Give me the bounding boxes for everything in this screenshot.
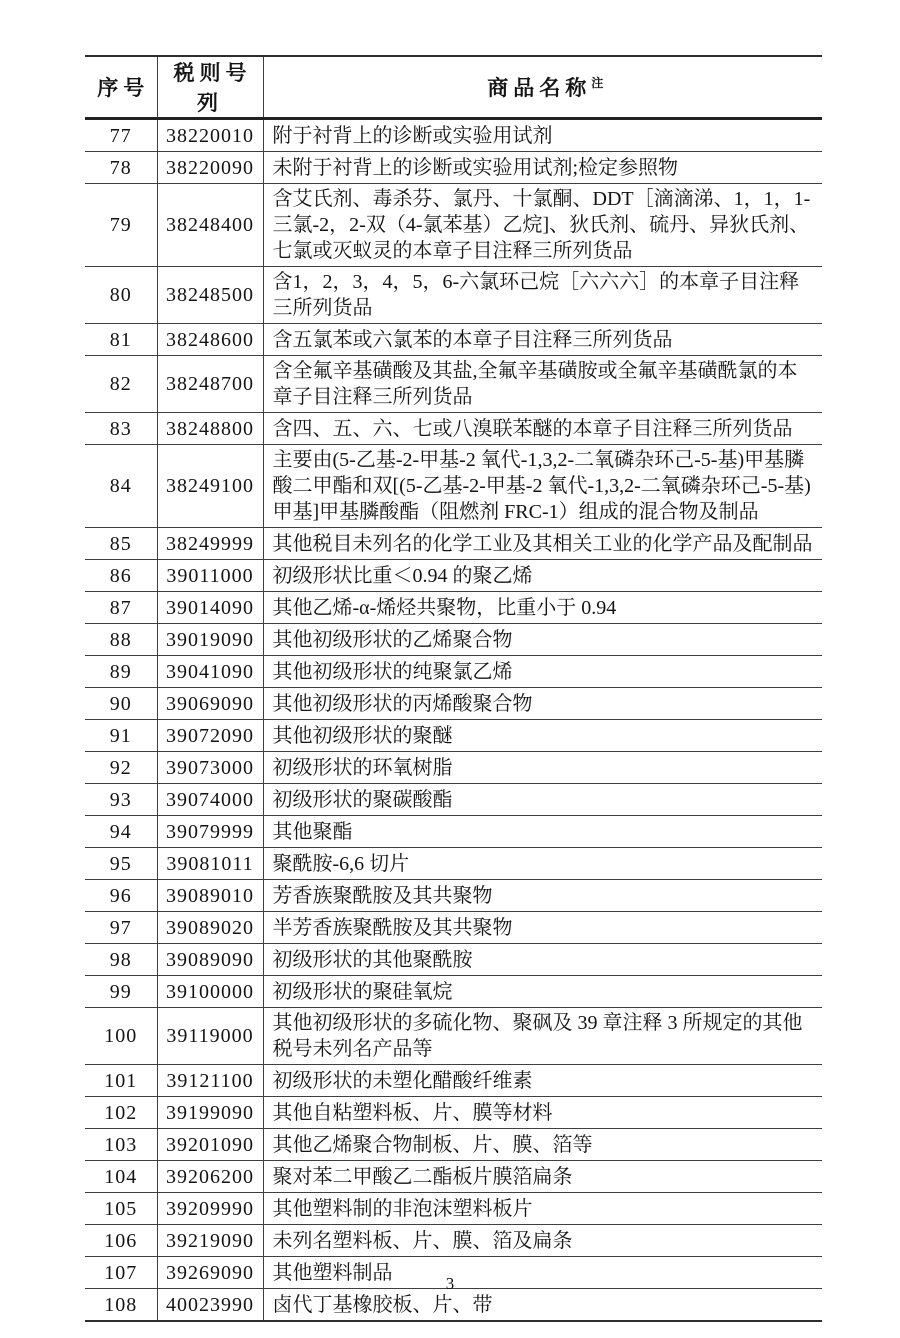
cell-tariff-code: 38249100: [157, 445, 263, 528]
cell-serial-number: 103: [85, 1129, 157, 1161]
cell-product-name: 其他初级形状的多硫化物、聚砜及 39 章注释 3 所规定的其他税号未列名产品等: [263, 1008, 822, 1065]
cell-product-name: 其他初级形状的丙烯酸聚合物: [263, 688, 822, 720]
table-row: [85, 324, 822, 356]
cell-tariff-code: 38248600: [157, 324, 263, 356]
cell-product-name: 聚对苯二甲酸乙二酯板片膜箔扁条: [263, 1161, 822, 1193]
table-row: [85, 784, 822, 816]
cell-product-name: 卤代丁基橡胶板、片、带: [263, 1289, 822, 1322]
table-body: [85, 119, 822, 1322]
cell-tariff-code: 39089020: [157, 912, 263, 944]
cell-tariff-code: 38248800: [157, 413, 263, 445]
cell-product-name: 其他乙烯-α-烯烃共聚物，比重小于 0.94: [263, 592, 822, 624]
cell-tariff-code: 38220010: [157, 119, 263, 152]
cell-product-name: 初级形状的未塑化醋酸纤维素: [263, 1065, 822, 1097]
cell-serial-number: 83: [85, 413, 157, 445]
cell-tariff-code: 39209990: [157, 1193, 263, 1225]
table-row: [85, 752, 822, 784]
cell-serial-number: 95: [85, 848, 157, 880]
header-serial-number: [85, 56, 157, 119]
table-row: [85, 1225, 822, 1257]
cell-product-name: 未列名塑料板、片、膜、箔及扁条: [263, 1225, 822, 1257]
table-row: [85, 592, 822, 624]
cell-tariff-code: 39041090: [157, 656, 263, 688]
cell-serial-number: 94: [85, 816, 157, 848]
table-row: [85, 656, 822, 688]
cell-serial-number: 100: [85, 1008, 157, 1065]
cell-serial-number: 96: [85, 880, 157, 912]
cell-product-name: 附于衬背上的诊断或实验用试剂: [263, 119, 822, 152]
cell-serial-number: 105: [85, 1193, 157, 1225]
header-tariff-code: [157, 56, 263, 119]
cell-tariff-code: 39089090: [157, 944, 263, 976]
cell-product-name: 其他聚酯: [263, 816, 822, 848]
cell-tariff-code: 39089010: [157, 880, 263, 912]
cell-tariff-code: 39019090: [157, 624, 263, 656]
cell-tariff-code: 39269090: [157, 1257, 263, 1289]
cell-tariff-code: 38248500: [157, 267, 263, 324]
cell-product-name: 其他税目未列名的化学工业及其相关工业的化学产品及配制品: [263, 528, 822, 560]
cell-tariff-code: 39074000: [157, 784, 263, 816]
table-row: [85, 944, 822, 976]
cell-product-name: 含艾氏剂、毒杀芬、氯丹、十氯酮、DDT［滴滴涕、1，1，1-三氯-2，2-双（4-氯苯基）乙烷]、狄氏剂、硫丹、异狄氏剂、七氯或灭蚁灵的本章子目注释三所列货品: [263, 184, 822, 267]
cell-product-name: 聚酰胺-6,6 切片: [263, 848, 822, 880]
cell-tariff-code: 39121100: [157, 1065, 263, 1097]
page-number: 3: [445, 1274, 455, 1293]
table-row: [85, 152, 822, 184]
cell-product-name: 含五氯苯或六氯苯的本章子目注释三所列货品: [263, 324, 822, 356]
cell-serial-number: 89: [85, 656, 157, 688]
cell-serial-number: 87: [85, 592, 157, 624]
cell-serial-number: 104: [85, 1161, 157, 1193]
cell-tariff-code: 39011000: [157, 560, 263, 592]
cell-serial-number: 88: [85, 624, 157, 656]
cell-serial-number: 99: [85, 976, 157, 1008]
cell-tariff-code: 39206200: [157, 1161, 263, 1193]
table-row: [85, 119, 822, 152]
cell-serial-number: 102: [85, 1097, 157, 1129]
cell-product-name: 其他乙烯聚合物制板、片、膜、箔等: [263, 1129, 822, 1161]
table-row: [85, 267, 822, 324]
cell-serial-number: 86: [85, 560, 157, 592]
cell-serial-number: 85: [85, 528, 157, 560]
cell-product-name: 芳香族聚酰胺及其共聚物: [263, 880, 822, 912]
cell-tariff-code: 38248400: [157, 184, 263, 267]
cell-tariff-code: 39201090: [157, 1129, 263, 1161]
header-product-name: [263, 56, 822, 119]
cell-product-name: 含全氟辛基磺酸及其盐,全氟辛基磺胺或全氟辛基磺酰氯的本章子目注释三所列货品: [263, 356, 822, 413]
table-row: [85, 1161, 822, 1193]
cell-product-name: 其他塑料制品: [263, 1257, 822, 1289]
table-row: [85, 413, 822, 445]
cell-product-name: 初级形状比重＜0.94 的聚乙烯: [263, 560, 822, 592]
cell-serial-number: 107: [85, 1257, 157, 1289]
cell-product-name: 初级形状的聚硅氧烷: [263, 976, 822, 1008]
cell-serial-number: 108: [85, 1289, 157, 1322]
cell-tariff-code: 39199090: [157, 1097, 263, 1129]
cell-product-name: 含1，2，3，4，5，6-六氯环己烷［六六六］的本章子目注释三所列货品: [263, 267, 822, 324]
cell-serial-number: 106: [85, 1225, 157, 1257]
cell-serial-number: 79: [85, 184, 157, 267]
cell-product-name: 未附于衬背上的诊断或实验用试剂;检定参照物: [263, 152, 822, 184]
cell-product-name: 半芳香族聚酰胺及其共聚物: [263, 912, 822, 944]
cell-serial-number: 82: [85, 356, 157, 413]
cell-serial-number: 77: [85, 119, 157, 152]
cell-tariff-code: 39079999: [157, 816, 263, 848]
table-row: [85, 560, 822, 592]
cell-serial-number: 90: [85, 688, 157, 720]
header-note-superscript: 注: [591, 76, 604, 90]
table-row: [85, 1008, 822, 1065]
cell-tariff-code: 38249999: [157, 528, 263, 560]
cell-serial-number: 93: [85, 784, 157, 816]
table-row: [85, 1097, 822, 1129]
cell-serial-number: 91: [85, 720, 157, 752]
cell-product-name: 其他初级形状的乙烯聚合物: [263, 624, 822, 656]
table-row: [85, 184, 822, 267]
cell-product-name: 其他初级形状的聚醚: [263, 720, 822, 752]
table-row: [85, 445, 822, 528]
cell-tariff-code: 39219090: [157, 1225, 263, 1257]
table-row: [85, 976, 822, 1008]
cell-product-name: 初级形状的其他聚酰胺: [263, 944, 822, 976]
cell-serial-number: 101: [85, 1065, 157, 1097]
table-row: [85, 688, 822, 720]
table-row: [85, 1193, 822, 1225]
cell-serial-number: 78: [85, 152, 157, 184]
table-row: [85, 848, 822, 880]
cell-product-name: 其他自粘塑料板、片、膜等材料: [263, 1097, 822, 1129]
cell-tariff-code: 39081011: [157, 848, 263, 880]
cell-tariff-code: 38220090: [157, 152, 263, 184]
table-row: [85, 1065, 822, 1097]
header-tariff-code-label: 税则号列: [173, 61, 252, 115]
cell-tariff-code: 39014090: [157, 592, 263, 624]
cell-serial-number: 97: [85, 912, 157, 944]
table-row: [85, 528, 822, 560]
cell-serial-number: 92: [85, 752, 157, 784]
cell-tariff-code: 39100000: [157, 976, 263, 1008]
cell-serial-number: 84: [85, 445, 157, 528]
table-row: [85, 624, 822, 656]
cell-tariff-code: 39069090: [157, 688, 263, 720]
cell-product-name: 含四、五、六、七或八溴联苯醚的本章子目注释三所列货品: [263, 413, 822, 445]
table-row: [85, 912, 822, 944]
header-serial-number-label: 序号: [97, 76, 150, 100]
cell-product-name: 初级形状的聚碳酸酯: [263, 784, 822, 816]
cell-tariff-code: 39119000: [157, 1008, 263, 1065]
header-row: [85, 56, 822, 119]
cell-tariff-code: 39072090: [157, 720, 263, 752]
table-row: [85, 356, 822, 413]
cell-serial-number: 80: [85, 267, 157, 324]
cell-tariff-code: 38248700: [157, 356, 263, 413]
table-row: [85, 720, 822, 752]
tariff-table: [85, 55, 822, 1322]
cell-product-name: 其他塑料制的非泡沫塑料板片: [263, 1193, 822, 1225]
cell-serial-number: 98: [85, 944, 157, 976]
cell-product-name: 主要由(5-乙基-2-甲基-2 氧代-1,3,2-二氧磷杂环己-5-基)甲基膦酸二甲酯和双[(5-乙基-2-甲基-2 氧代-1,3,2-二氧磷杂环己-5-基)甲基]甲基膦酸酯（阻燃剂 FRC-1）组成的混合物及制品: [263, 445, 822, 528]
table-row: [85, 1129, 822, 1161]
table-row: [85, 880, 822, 912]
table-row: [85, 816, 822, 848]
cell-tariff-code: 40023990: [157, 1289, 263, 1322]
cell-product-name: 初级形状的环氧树脂: [263, 752, 822, 784]
cell-product-name: 其他初级形状的纯聚氯乙烯: [263, 656, 822, 688]
cell-tariff-code: 39073000: [157, 752, 263, 784]
cell-serial-number: 81: [85, 324, 157, 356]
header-product-name-label: 商品名称: [487, 76, 592, 100]
